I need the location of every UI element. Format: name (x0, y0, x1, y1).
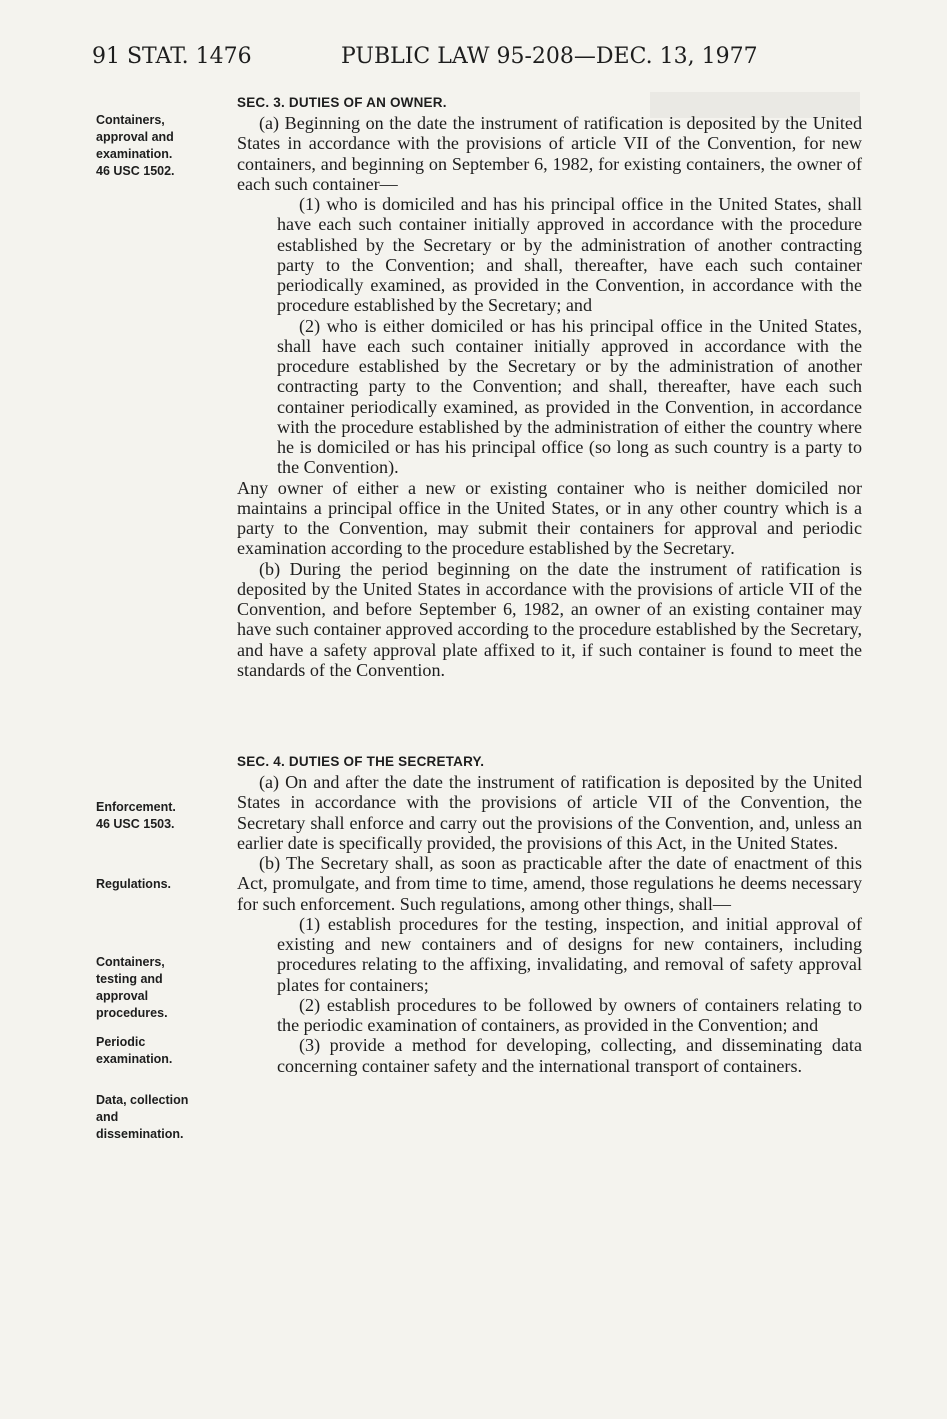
section-3-paragraph-1: (1) who is domiciled and has his principal office in the United States, shall have each such container initially approved in accordance with the procedure established by the Secretary or by the administration of another contracting party to the Convention; and shall, thereafter, have each such container periodically examined, as provided in the Convention, in accordance with the procedure established by the Secretary; and (277, 194, 862, 316)
margin-note-enforcement (96, 799, 224, 833)
margin-note-line: Data, collection (96, 1093, 189, 1107)
margin-note-line: approval (96, 989, 149, 1003)
section-3-closing: Any owner of either a new or existing container who is neither domiciled nor maintains a principal office in the United States, or in any other country which is a party to the Convention, may submit their containers for approval and periodic examination according to the procedure established by the Secretary. (237, 477, 862, 559)
margin-note-periodic-examination (96, 1034, 224, 1068)
margin-note-line: 46 USC 1503. (96, 817, 175, 831)
margin-note-line: examination. (96, 1052, 173, 1066)
margin-note-line: Containers, (96, 955, 165, 969)
running-header: PUBLIC LAW 95-208—DEC. 13, 1977 (341, 44, 758, 69)
margin-note-line: Periodic (96, 1035, 146, 1049)
section-3-subsection-a: (a) Beginning on the date the instrument of ratification is deposited by the United States in accordance with the provisions of article VII of the Convention, for new containers, and beginning on September 6, 1982, for existing containers, the owner of each such container— (237, 113, 862, 194)
margin-note-line: dissemination. (96, 1127, 184, 1141)
section-4-heading: SEC. 4. DUTIES OF THE SECRETARY. (237, 754, 485, 769)
margin-note-line: procedures. (96, 1006, 168, 1020)
margin-note-regulations (96, 876, 224, 893)
section-4-subsection-a: (a) On and after the date the instrument of ratification is deposited by the United States in accordance with the provisions of article VII of the Convention, the Secretary shall enforce and carry out the provisions of the Convention, and, unless an earlier date is specifically provided, the provisions of this Act, in the United States. (237, 772, 862, 853)
margin-note-line: Containers, (96, 113, 165, 127)
page-citation: 91 STAT. 1476 (92, 44, 252, 69)
margin-note-line: approval and (96, 130, 174, 144)
margin-note-containers-approval (96, 112, 224, 180)
margin-note-line: Enforcement. (96, 800, 176, 814)
section-3-subsection-b: (b) During the period beginning on the date the instrument of ratification is deposited by the United States in accordance with the provisions of article VII of the Convention, and before September 6, 1982, an owner of an existing container may have such container approved according to the procedure established by the Secretary, and have a safety approval plate affixed to it, if such container is found to meet the standards of the Convention. (237, 558, 862, 680)
margin-note-line: Regulations. (96, 877, 172, 891)
margin-note-line: testing and (96, 972, 163, 986)
margin-note-line: 46 USC 1502. (96, 164, 175, 178)
section-3-paragraph-2: (2) who is either domiciled or has his principal office in the United States, shall have each such container initially approved in accordance with the procedure established by the Secretary or by the administration of another contracting party to the Convention; and shall, thereafter, have each such container periodically examined, as provided in the Convention, in accordance with the procedure established by the administration of either the country where he is domiciled or has his principal office (so long as such country is a party to the Convention). (277, 315, 862, 478)
section-3-heading: SEC. 3. DUTIES OF AN OWNER. (237, 95, 447, 110)
margin-note-data-collection (96, 1092, 224, 1143)
margin-note-line: and (96, 1110, 119, 1124)
margin-note-line: examination. (96, 147, 173, 161)
section-4-paragraph-3: (3) provide a method for developing, collecting, and disseminating data concerning container safety and the international transport of containers. (277, 1035, 862, 1076)
section-3 (237, 93, 862, 680)
margin-note-testing-approval (96, 954, 224, 1022)
section-4-paragraph-1: (1) establish procedures for the testing, inspection, and initial approval of existing and new containers and of designs for new containers, including procedures relating to the affixing, invalidating, and removal of safety approval plates for containers; (277, 913, 862, 995)
section-4-paragraph-2: (2) establish procedures to be followed by owners of containers relating to the periodic examination of containers, as provided in the Convention; and (277, 994, 862, 1035)
section-4-subsection-b: (b) The Secretary shall, as soon as practicable after the date of enactment of this Act, promulgate, and from time to time, amend, those regulations he deems necessary for such enforcement. Such regulations, among other things, shall— (237, 853, 862, 914)
section-4 (237, 752, 862, 1076)
